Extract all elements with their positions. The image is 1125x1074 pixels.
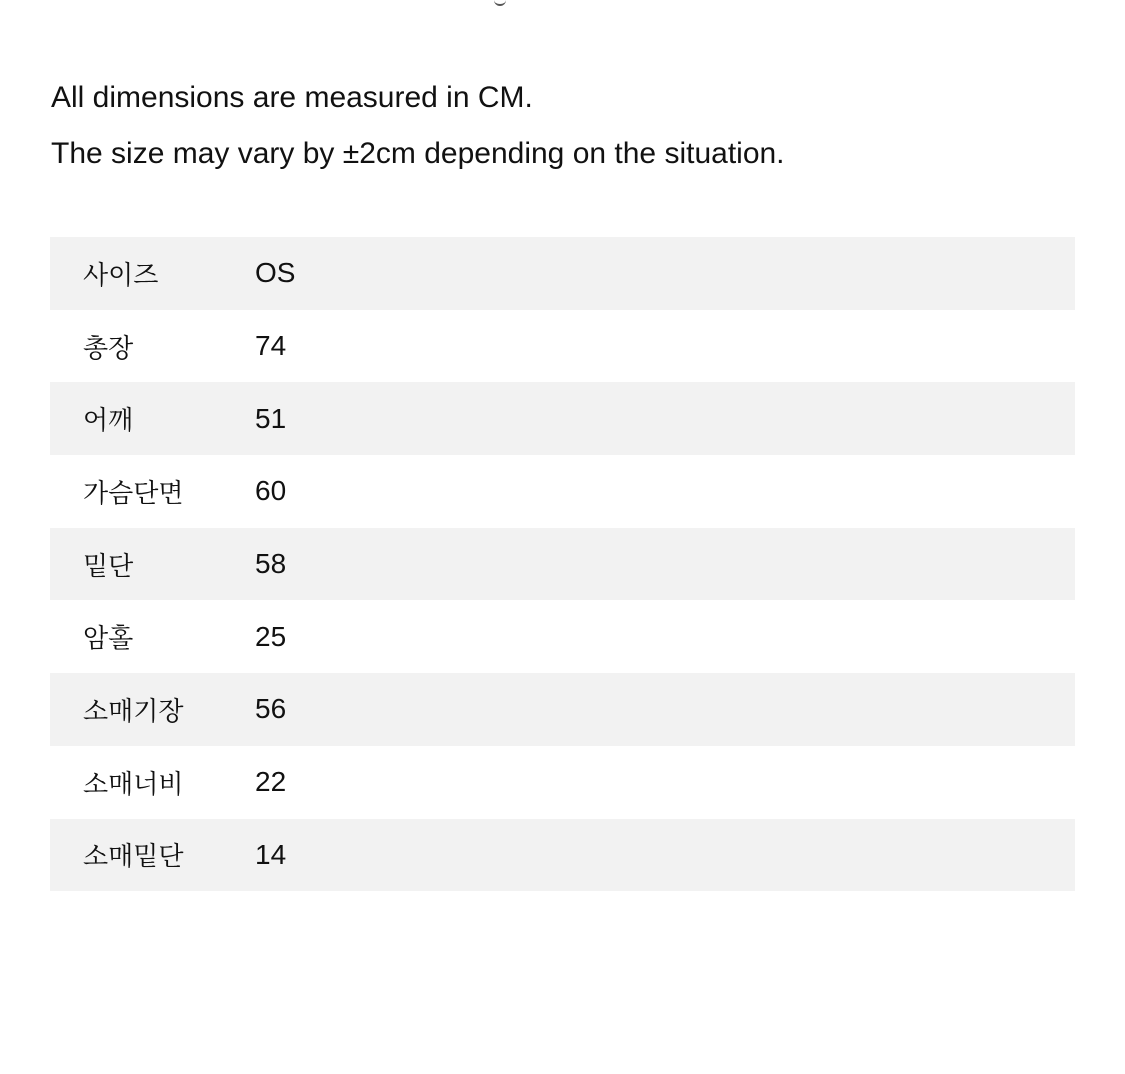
table-row [50,237,1075,310]
row-value: 56 [255,693,287,725]
row-value: OS [255,257,296,289]
units-note: All dimensions are measured in CM. [51,81,533,114]
table-row [50,819,1075,892]
row-value: 25 [255,620,287,652]
row-label: 가슴단면 [83,478,184,509]
row-label: 소매기장 [83,696,184,727]
size-table [50,237,1075,891]
table-row [50,455,1075,528]
table-row [50,673,1075,746]
row-value: 14 [255,838,287,870]
table-row [50,528,1075,601]
table-row [50,310,1075,383]
table-row [50,600,1075,673]
row-label: 총장 [83,333,134,364]
table-row [50,746,1075,819]
row-value: 58 [255,548,287,580]
row-label: 어깨 [83,406,134,437]
row-label: 밑단 [83,551,134,582]
table-row [50,382,1075,455]
tolerance-note: The size may vary by ±2cm depending on the situation. [51,137,785,170]
row-label: 소매너비 [83,769,184,800]
row-value: 22 [255,766,287,798]
row-label: 암홀 [83,624,134,655]
row-value: 51 [255,402,287,434]
row-value: 60 [255,475,287,507]
row-value: 74 [255,330,287,362]
cropped-glyph [494,0,506,6]
row-label: 사이즈 [83,260,159,291]
row-label: 소매밑단 [83,842,184,873]
